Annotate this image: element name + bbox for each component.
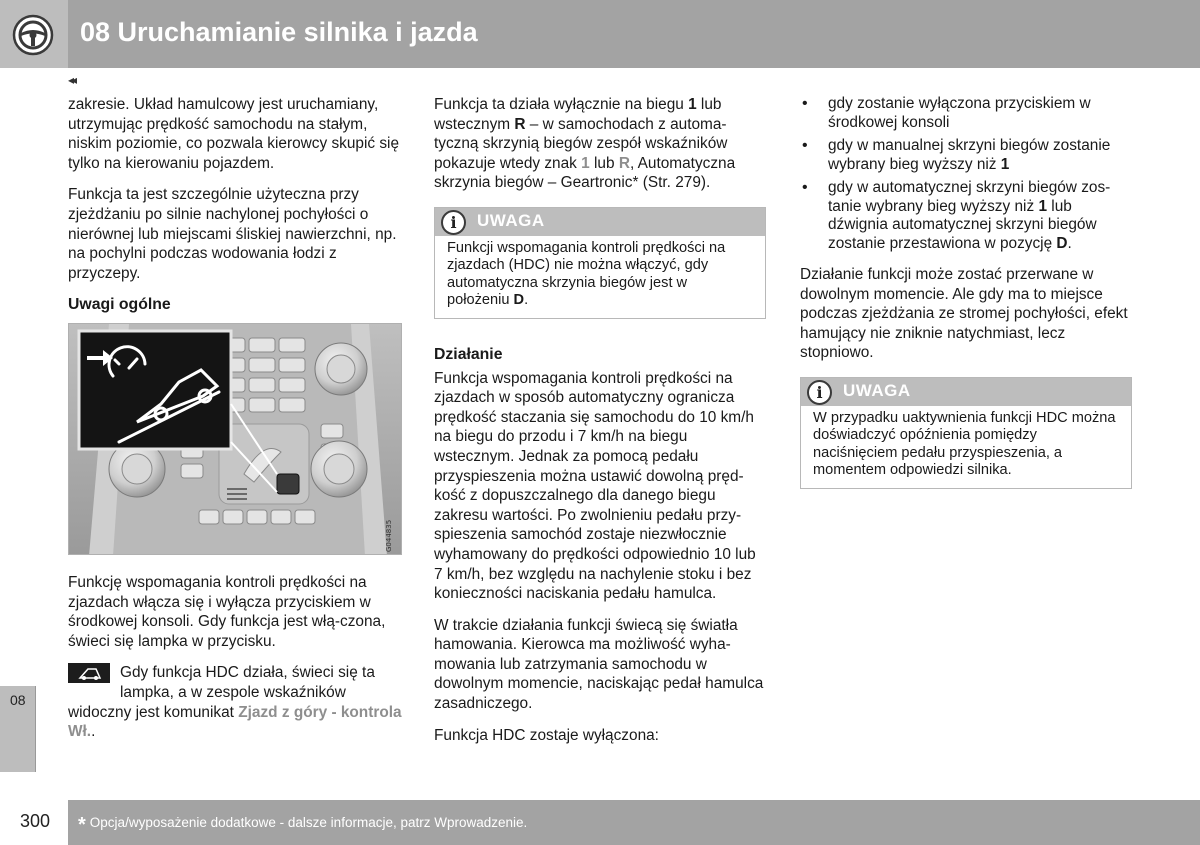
note-header: [435, 208, 765, 236]
display-r: R: [618, 154, 630, 172]
note-header: [801, 378, 1131, 406]
section-heading-operation: Działanie: [434, 345, 503, 363]
note-body: W przypadku uaktywnienia funkcji HDC można doświadczyć opóźnienia pomiędzy naciśnięciem pedału przyspieszenia, a momentem odpowiedzi silnika.: [813, 409, 1116, 479]
steering-wheel-icon: [12, 14, 54, 56]
paragraph: W trakcie działania funkcji świecą się światła hamowania. Kierowca ma możliwość wyha-mowania lub zatrzymania samochodu w dowolnym momencie, naciskając pedał hamulca zasadniczego.: [434, 616, 764, 713]
lamp-text: Gdy funkcja HDC działa, świeci się ta lampka, a w zespole wskaźników widoczny jest komunikat: [68, 664, 375, 721]
lamp-paragraph: [68, 663, 402, 741]
figure-code: G044835: [385, 519, 393, 552]
footer-bar: [68, 800, 1200, 845]
paragraph: Funkcja ta jest szczególnie użyteczna przy zjeżdżaniu po silnie nachylonej pochyłości o nierównej lub miejscami śliskiej nawierzchni, np. na pochylni podczas wodowania łodzi z przyczepy.: [68, 186, 397, 282]
chapter-icon-box: [0, 0, 68, 68]
column-1: [68, 95, 402, 742]
text-span: .: [1067, 234, 1072, 252]
section-heading-general: Uwagi ogólne: [68, 296, 171, 314]
column-3: [800, 95, 1132, 515]
text-span: gdy w manualnej skrzyni biegów zostanie wybrany bieg wyższy niż: [828, 137, 1111, 173]
chapter-number: 08: [10, 692, 26, 708]
paragraph: Funkcję wspomagania kontroli prędkości na zjazdach włącza się i wyłącza przyciskiem w środkowej konsoli. Gdy funkcja jest włą-czona, świeci się lampka w przycisku.: [68, 573, 386, 650]
info-icon: i: [807, 380, 832, 405]
chapter-side-tab: [0, 686, 36, 772]
text-span: – w samochodach z automa-tyczną skrzynią biegów zespół wskaźników pokazuje wtedy znak: [434, 115, 728, 172]
note-box: [434, 207, 766, 319]
paragraph: Funkcja wspomagania kontroli prędkości na zjazdach w sposób automatyczny ogranicza prędkość staczania się samochodu do 10 km/h na biegu do przodu i 7 km/h na biegu wstecznym. Jednak za pomocą pedału przyspieszenia można ustawić dowolną pręd-kość z dopuszczalnego dla danego biegu zakresu wartości. Po zwolnieniu pedału przy-spieszenia samochód zostaje niezwłocznie wyhamowany do prędkości odpowiednio 10 lub 7 km/h, bez względu na nachylenie stoku i bez konieczności naciskania pedału hamulca.: [434, 369, 756, 603]
gear-1: 1: [1038, 197, 1047, 215]
list-item: [800, 179, 1132, 253]
lamp-text-end: .: [91, 723, 96, 741]
back-nav-icon[interactable]: ◂◂: [68, 73, 75, 87]
text-span: Funkcja ta działa wyłącznie na biegu: [434, 96, 689, 113]
paragraph: Funkcja HDC zostaje wyłączona:: [434, 726, 659, 744]
hdc-lamp-icon: [68, 663, 110, 683]
note-body: [435, 236, 765, 318]
display-message: Zjazd z góry - kontrola Wł.: [68, 703, 402, 741]
paragraph: Działanie funkcji może zostać przerwane w dowolnym momencie. Ale gdy ma to miejsce podczas zjeżdżania ze stromej pochyłości, efekt hamujący nie zniknie natychmiast, lecz stopniowo.: [800, 266, 1128, 362]
center-console-figure: [68, 323, 402, 555]
list-item: • gdy zostanie wyłączona przyciskiem w środkowej konsoli: [800, 95, 1132, 132]
gear-1: 1: [688, 96, 697, 113]
gear-r: R: [514, 115, 526, 133]
display-1: 1: [581, 154, 590, 172]
chapter-title: 08 Uruchamianie silnika i jazda: [80, 17, 478, 47]
chapter-header: [0, 0, 1200, 68]
paragraph: [434, 95, 766, 193]
center-console-illustration: [69, 324, 402, 555]
gear-d: D: [513, 292, 525, 309]
text-span: , Automatyczna skrzynia biegów – Geartronic* (Str. 279).: [434, 154, 736, 192]
gear-d: D: [1056, 234, 1068, 252]
note-title: UWAGA: [477, 210, 545, 230]
asterisk: *: [78, 814, 86, 836]
gear-1: 1: [1000, 155, 1010, 173]
text-span: lub wstecznym: [434, 96, 722, 133]
bullet-list: [800, 95, 1132, 253]
text-span: Funkcji wspomagania kontroli prędkości na zjazdach (HDC) nie można włączyć, gdy automatyczna skrzynia biegów jest w położeniu: [447, 239, 726, 309]
text-span: gdy w automatycznej skrzyni biegów zos-tanie wybrany bieg wyższy niż: [828, 179, 1111, 215]
text-span: lub: [589, 154, 619, 172]
note-box: [800, 377, 1132, 489]
info-icon: i: [441, 210, 466, 235]
text-span: .: [524, 292, 529, 309]
note-title: UWAGA: [843, 380, 911, 400]
footer-note: [78, 814, 527, 837]
page-number: 300: [20, 811, 51, 831]
list-item: [800, 137, 1132, 174]
text-span: lub dźwignia automatycznej skrzyni biegów zostanie przestawiona w pozycję: [828, 197, 1097, 252]
paragraph: zakresie. Układ hamulcowy jest uruchamiany, utrzymując prędkość samochodu na stałym, niskim poziomie, co pozwala kierowcy skupić się tylko na kierowaniu pojazdem.: [68, 96, 400, 172]
footer-text: Opcja/wyposażenie dodatkowe - dalsze informacje, patrz Wprowadzenie.: [89, 815, 528, 830]
column-2: [434, 95, 766, 757]
